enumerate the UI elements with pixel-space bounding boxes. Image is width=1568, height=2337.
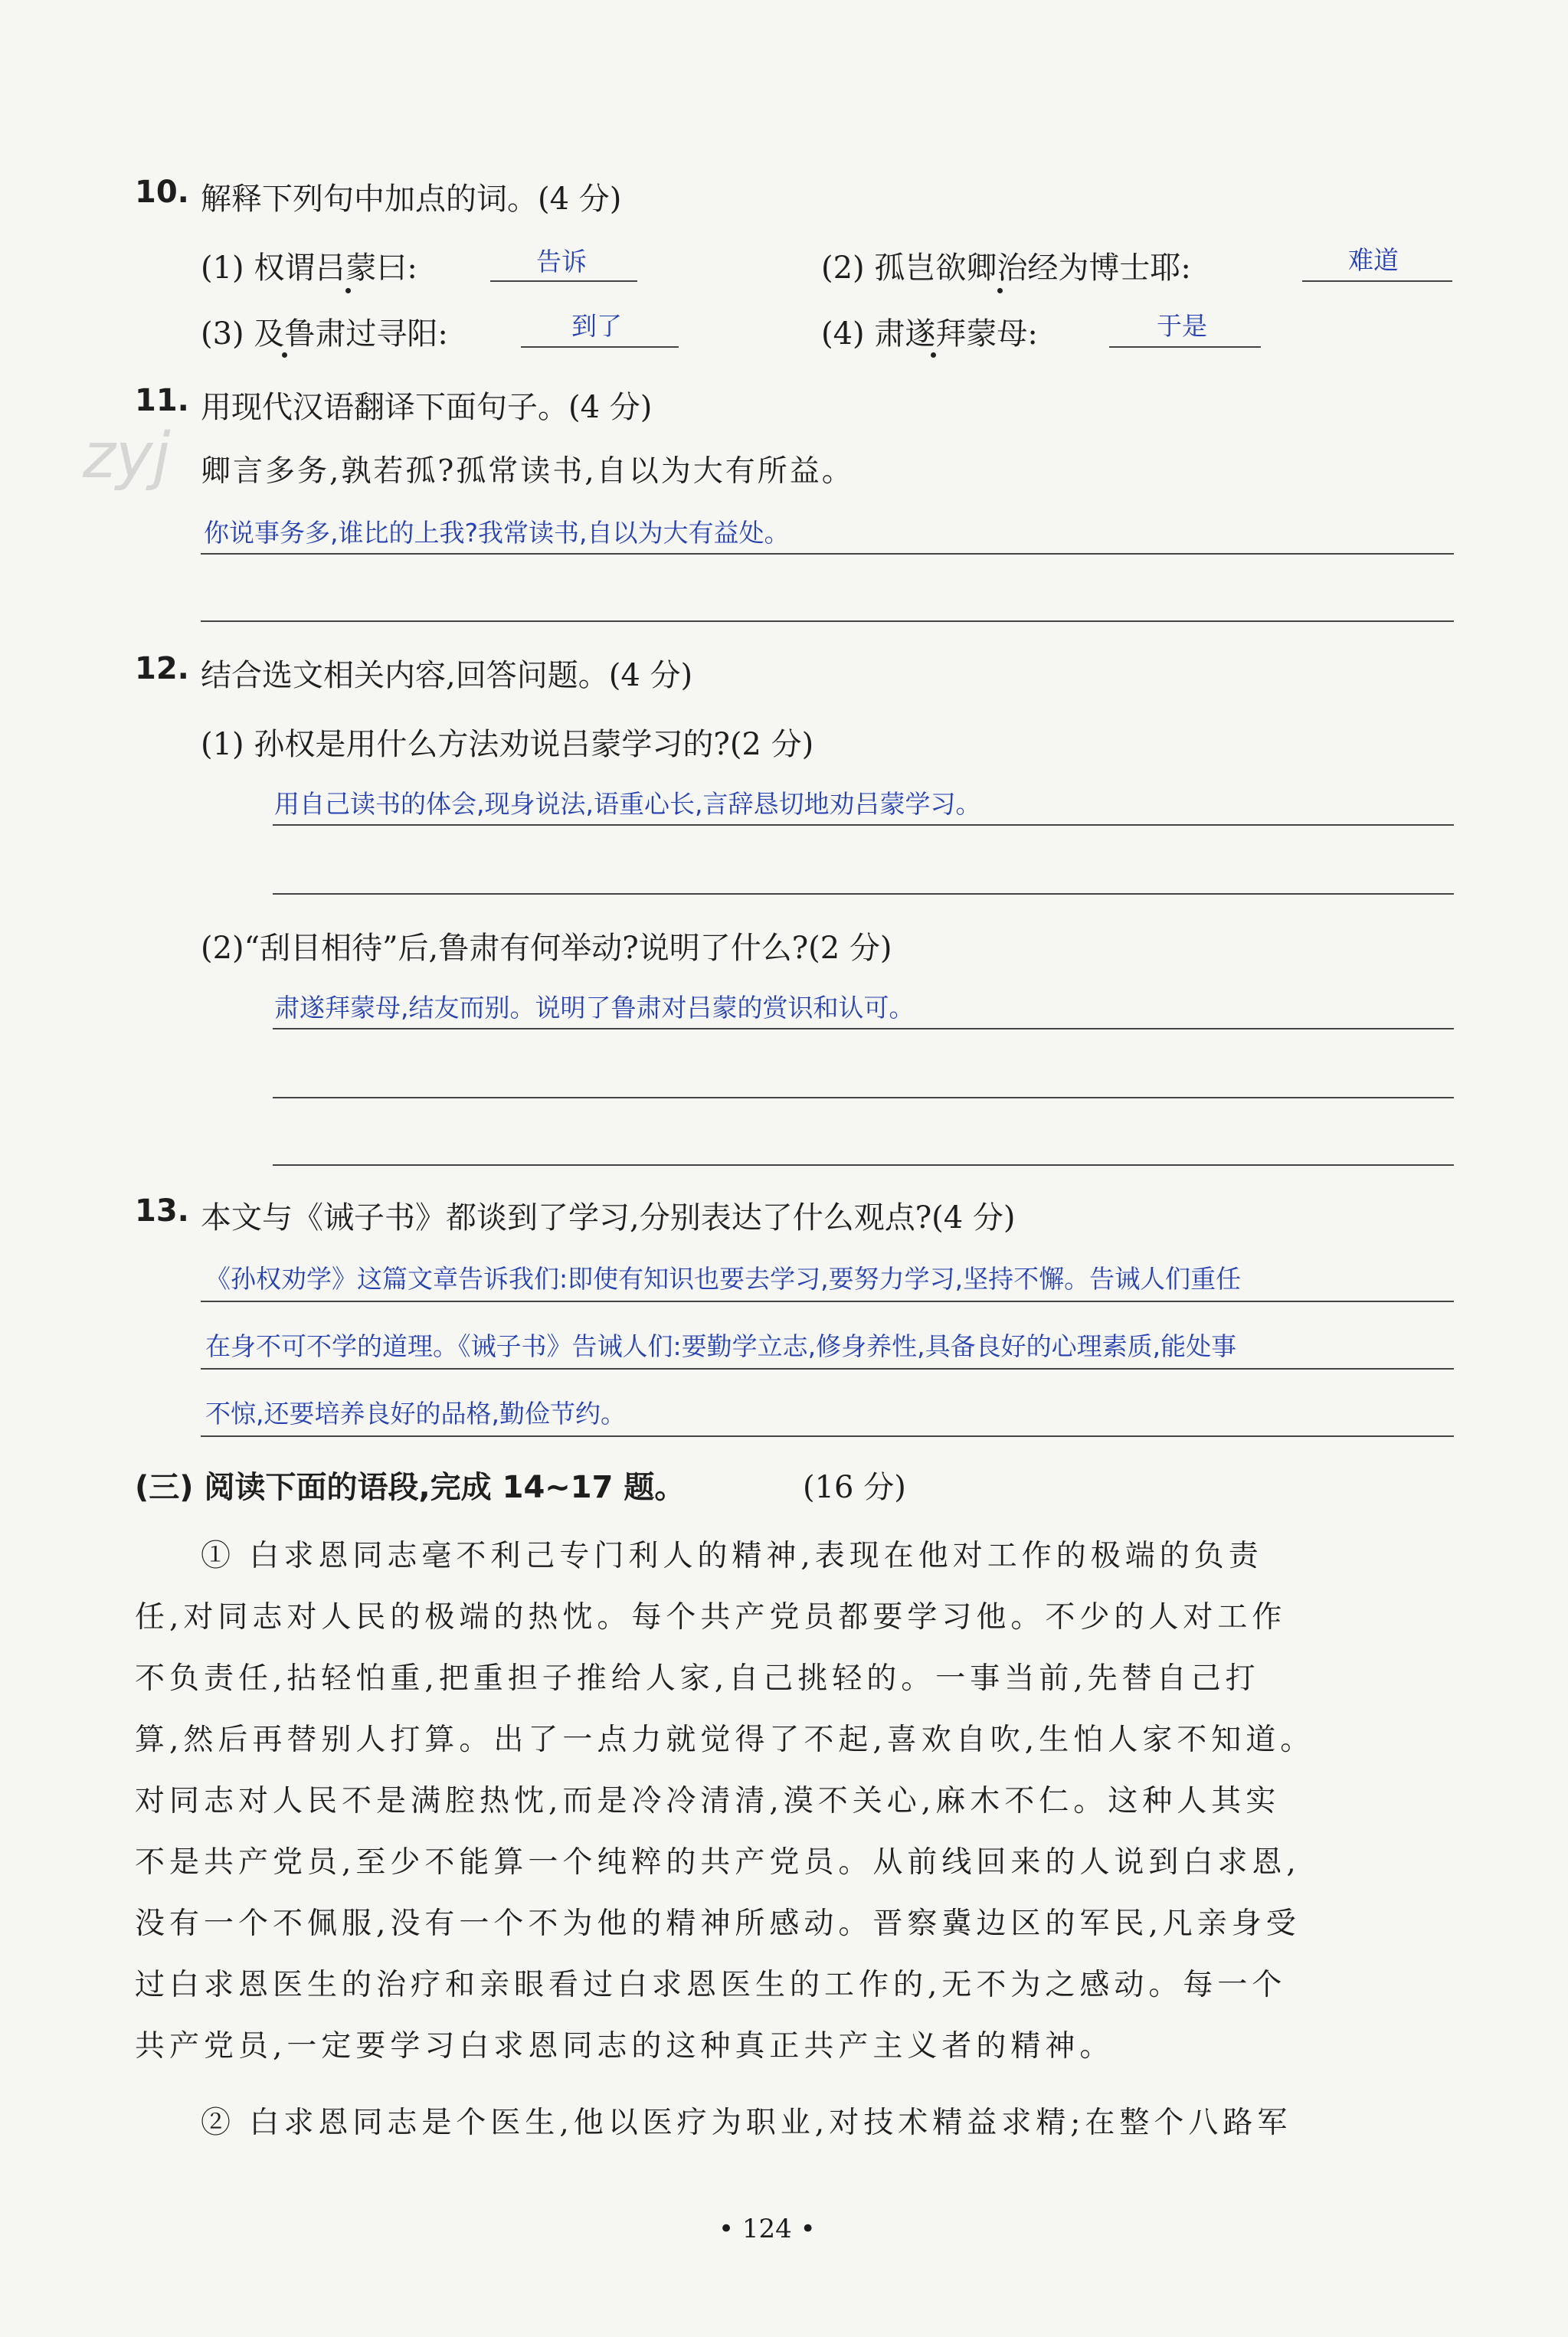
watermark: zyj <box>83 420 171 493</box>
q10-number: 10. <box>135 175 189 210</box>
q11-answer-line-1 <box>201 553 1454 555</box>
q12-sub2-answer: 肃遂拜蒙母,结友而别。说明了鲁肃对吕蒙的赏识和认可。 <box>274 993 915 1023</box>
q10-item2-blank <box>1302 280 1452 282</box>
q10-item1-label: (1) 权谓吕蒙曰: <box>201 250 417 286</box>
q10-item2-answer: 难道 <box>1348 245 1399 275</box>
q11-number: 11. <box>135 383 189 418</box>
q13-number: 13. <box>135 1193 189 1229</box>
q10-prompt: 解释下列句中加点的词。(4 分) <box>201 182 622 217</box>
q12-sub1-line-2 <box>273 893 1454 895</box>
q12-sub2-line-3 <box>273 1164 1454 1166</box>
q13-prompt: 本文与《诫子书》都谈到了学习,分别表达了什么观点?(4 分) <box>201 1200 1016 1236</box>
para1-line-5: 对同志对人民不是满腔热忱,而是冷冷清清,漠不关心,麻木不仁。这种人其实 <box>135 1784 1281 1818</box>
q10-item2-label: (2) 孤岂欲卿治经为博士耶: <box>821 250 1191 286</box>
q13-rule-2 <box>201 1368 1454 1370</box>
q11-prompt: 用现代汉语翻译下面句子。(4 分) <box>201 390 653 425</box>
page-number: • 124 • <box>719 2214 816 2244</box>
q12-number: 12. <box>135 651 189 686</box>
q11-answer: 你说事务多,谁比的上我?我常读书,自以为大有益处。 <box>204 518 790 548</box>
q13-answer-line-1: 《孙权劝学》这篇文章告诉我们:即使有知识也要去学习,要努力学习,坚持不懈。告诫人们重任 <box>205 1264 1242 1294</box>
section3-score: (16 分) <box>803 1470 906 1505</box>
para2-line-1: ② 白求恩同志是个医生,他以医疗为职业,对技术精益求精;在整个八路军 <box>201 2106 1292 2140</box>
emphasis-dot <box>345 288 351 293</box>
q13-rule-1 <box>201 1301 1454 1302</box>
para1-line-2: 任,对同志对人民的极端的热忱。每个共产党员都要学习他。不少的人对工作 <box>135 1600 1287 1635</box>
q12-sub2-line-2 <box>273 1097 1454 1098</box>
q12-prompt: 结合选文相关内容,回答问题。(4 分) <box>201 658 693 693</box>
q11-answer-line-2 <box>201 620 1454 622</box>
q12-sub1-label: (1) 孙权是用什么方法劝说吕蒙学习的?(2 分) <box>201 727 814 762</box>
q10-item4-label: (4) 肃遂拜蒙母: <box>821 316 1038 352</box>
q10-item3-answer: 到了 <box>571 311 622 341</box>
emphasis-dot <box>997 288 1003 293</box>
para1-line-7: 没有一个不佩服,没有一个不为他的精神所感动。晋察冀边区的军民,凡亲身受 <box>135 1907 1301 1941</box>
para1-line-1: ① 白求恩同志毫不利己专门利人的精神,表现在他对工作的极端的负责 <box>201 1539 1263 1573</box>
q10-item3-blank <box>521 346 679 348</box>
q11-sentence: 卿言多务,孰若孤?孤常读书,自以为大有所益。 <box>201 454 854 489</box>
q10-item4-blank <box>1109 346 1261 348</box>
q10-item4-answer: 于是 <box>1157 311 1207 341</box>
q12-sub1-line-1 <box>273 824 1454 826</box>
q13-answer-line-2: 在身不可不学的道理。《诫子书》告诫人们:要勤学立志,修身养性,具备良好的心理素质,能处事 <box>205 1331 1237 1361</box>
section3-heading: (三) 阅读下面的语段,完成 14~17 题。 <box>135 1470 686 1505</box>
para1-line-4: 算,然后再替别人打算。出了一点力就觉得了不起,喜欢自吹,生怕人家不知道。 <box>135 1723 1315 1757</box>
emphasis-dot <box>282 352 287 358</box>
q13-rule-3 <box>201 1435 1454 1437</box>
para1-line-9: 共产党员,一定要学习白求恩同志的这种真正共产主义者的精神。 <box>135 2029 1115 2064</box>
emphasis-dot <box>931 352 936 358</box>
q13-answer-line-3: 不惊,还要培养良好的品格,勤俭节约。 <box>205 1399 626 1429</box>
q12-sub2-line-1 <box>273 1028 1454 1029</box>
q12-sub2-label: (2)“刮目相待”后,鲁肃有何举动?说明了什么?(2 分) <box>201 931 892 966</box>
q10-item1-answer: 告诉 <box>536 247 587 277</box>
q10-item3-label: (3) 及鲁肃过寻阳: <box>201 316 448 352</box>
para1-line-6: 不是共产党员,至少不能算一个纯粹的共产党员。从前线回来的人说到白求恩, <box>135 1845 1301 1880</box>
q10-item1-blank <box>490 280 637 282</box>
para1-line-8: 过白求恩医生的治疗和亲眼看过白求恩医生的工作的,无不为之感动。每一个 <box>135 1968 1287 2002</box>
q12-sub1-answer: 用自己读书的体会,现身说法,语重心长,言辞恳切地劝吕蒙学习。 <box>274 789 981 819</box>
para1-line-3: 不负责任,拈轻怕重,把重担子推给人家,自己挑轻的。一事当前,先替自己打 <box>135 1661 1260 1696</box>
